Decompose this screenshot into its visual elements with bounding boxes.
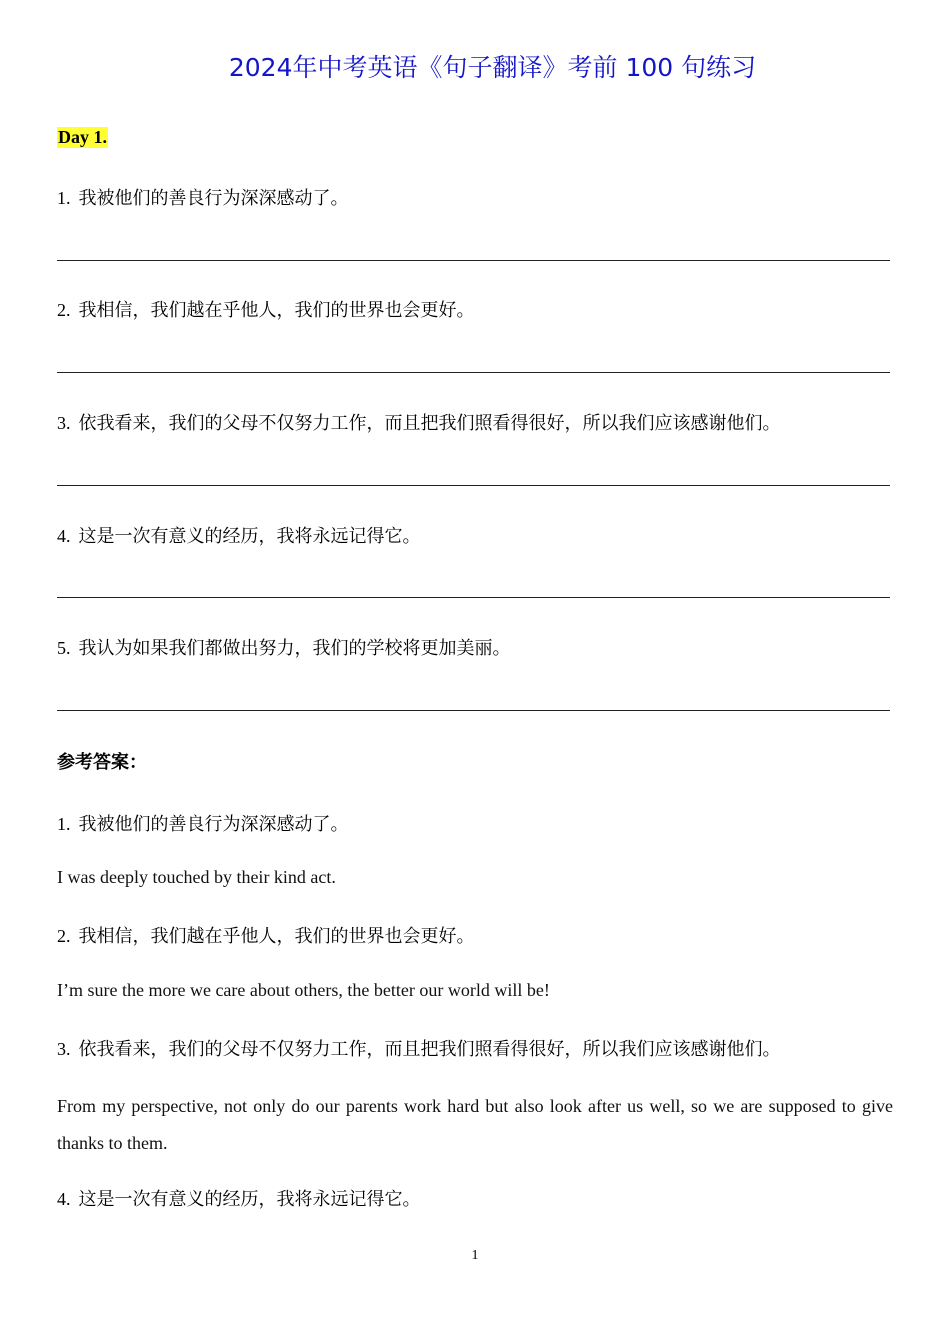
answer-line-1 (57, 260, 890, 261)
question-text: 依我看来，我们的父母不仅努力工作，而且把我们照看得很好，所以我们应该感谢他们。 (78, 413, 781, 434)
question-text: 这是一次有意义的经历，我将永远记得它。 (78, 526, 421, 547)
answer-english-1: I was deeply touched by their kind act. (57, 867, 336, 887)
question-number: 5. (57, 638, 71, 658)
question-number: 4. (57, 526, 71, 546)
question-3 (57, 409, 781, 435)
question-1 (57, 184, 349, 210)
answer-question-2 (57, 922, 475, 948)
question-text: 我相信，我们越在乎他人，我们的世界也会更好。 (78, 300, 475, 321)
question-number: 3. (57, 1039, 71, 1059)
page-title: 2024年中考英语《句子翻译》考前 100 句练习 (228, 53, 757, 82)
question-text: 这是一次有意义的经历，我将永远记得它。 (78, 1189, 421, 1210)
page-number: 1 (471, 1248, 479, 1263)
answer-question-1 (57, 810, 349, 836)
answer-english-3: From my perspective, not only do our parents work hard but also look after us well, so we are supposed to give thanks to them. (57, 1096, 893, 1153)
answer-question-3 (57, 1035, 781, 1061)
day-label: Day 1. (58, 127, 107, 147)
question-5 (57, 634, 511, 660)
answers-heading: 参考答案： (57, 752, 147, 773)
question-text: 我相信，我们越在乎他人，我们的世界也会更好。 (78, 926, 475, 947)
answer-line-3 (57, 485, 890, 486)
question-number: 4. (57, 1189, 71, 1209)
question-number: 2. (57, 300, 71, 320)
question-text: 我被他们的善良行为深深感动了。 (78, 188, 349, 209)
answer-line-4 (57, 597, 890, 598)
question-number: 3. (57, 413, 71, 433)
answer-english-2: I’m sure the more we care about others, the better our world will be! (57, 980, 550, 1000)
answer-question-4 (57, 1185, 421, 1211)
question-number: 1. (57, 814, 71, 834)
answer-line-5 (57, 710, 890, 711)
question-text: 我被他们的善良行为深深感动了。 (78, 814, 349, 835)
question-4 (57, 522, 421, 548)
question-number: 1. (57, 188, 71, 208)
answer-line-2 (57, 372, 890, 373)
question-text: 我认为如果我们都做出努力，我们的学校将更加美丽。 (78, 638, 511, 659)
question-text: 依我看来，我们的父母不仅努力工作，而且把我们照看得很好，所以我们应该感谢他们。 (78, 1039, 781, 1060)
question-2 (57, 296, 475, 322)
question-number: 2. (57, 926, 71, 946)
